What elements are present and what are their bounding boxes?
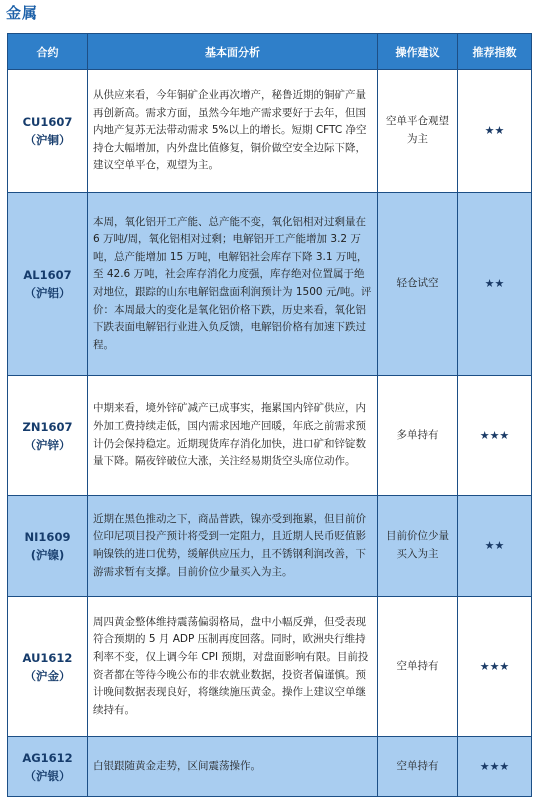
rating-cell: ★★	[458, 70, 532, 193]
rating-cell: ★★★	[458, 737, 532, 797]
advice-cell: 目前价位少量买入为主	[378, 496, 458, 597]
analysis-cell: 白银跟随黄金走势，区间震荡操作。	[88, 737, 378, 797]
contract-cell	[8, 70, 88, 193]
contract-name: （沪铜）	[24, 133, 71, 147]
header-contract: 合约	[8, 34, 88, 70]
advice-cell: 空单平仓观望为主	[378, 70, 458, 193]
table-row-ag	[8, 737, 532, 797]
contract-code: AU1612	[22, 650, 73, 665]
rating-cell: ★★★	[458, 597, 532, 737]
advice-cell: 空单持有	[378, 737, 458, 797]
contract-name: (沪镍)	[30, 548, 65, 562]
contract-code: NI1609	[24, 530, 71, 544]
advice-cell: 轻仓试空	[378, 193, 458, 376]
analysis-cell: 周四黄金整体维持震荡偏弱格局，盘中小幅反弹，但受表现符合预期的 5 月 ADP 压制再度回落。同时，欧洲央行维持利率不变，仅上调今年 CPI 预期，对盘面影响有限。目前投资者都在等待今晚公布的非农就业数据，投资者偏谨慎。预计晚间数据表现良好，将继续施压黄金。操作上建议空单继续持有。	[88, 597, 378, 737]
table-row-ni	[8, 496, 532, 597]
table-row-au	[8, 597, 532, 737]
contract-code: AL1607	[23, 268, 72, 282]
header-analysis: 基本面分析	[88, 34, 378, 70]
metals-table	[7, 33, 532, 797]
contract-name: （沪金）	[24, 668, 71, 683]
section-title: 金属	[6, 4, 39, 22]
contract-name: （沪银）	[24, 768, 71, 783]
header-rating: 推荐指数	[458, 34, 532, 70]
contract-cell	[8, 496, 88, 597]
header-row	[8, 34, 532, 70]
analysis-cell: 近期在黑色推动之下，商品普跌，镍亦受到拖累，但目前价位印尼项目投产预计将受到一定阻力，且近期人民币贬值影响镍铁的进口优势，缓解供应压力，且不锈钢利润改善，下游需求暂有支撑。目前价位少量买入为主。	[88, 496, 378, 597]
rating-cell: ★★★	[458, 376, 532, 496]
contract-cell	[8, 376, 88, 496]
contract-name: （沪铝）	[24, 286, 71, 300]
contract-code: CU1607	[22, 115, 73, 129]
contract-name: （沪锌）	[24, 437, 71, 452]
advice-cell: 空单持有	[378, 597, 458, 737]
contract-cell	[8, 597, 88, 737]
analysis-cell: 从供应来看，今年铜矿企业再次增产，秘鲁近期的铜矿产量再创新高。需求方面，虽然今年地产需求要好于去年，但国内地产复苏无法带动需求 5%以上的增长。短期 CFTC 净空持仓大幅增加，内外盘比值修复，铜价做空安全边际下降，建议空单平仓，观望为主。	[88, 70, 378, 193]
table-row-cu	[8, 70, 532, 193]
contract-cell	[8, 193, 88, 376]
rating-cell: ★★	[458, 193, 532, 376]
table-row-al	[8, 193, 532, 376]
analysis-cell: 本周，氧化铝开工产能、总产能不变，氧化铝相对过剩量在 6 万吨/周，氧化铝相对过剩；电解铝开工产能增加 3.2 万吨，总产能增加 15 万吨，电解铝社会库存下降 3.1 万吨，至 42.6 万吨，社会库存消化力度强，库存绝对位置属于绝对地位，跟踪的山东电解铝盘面利润预计为 1500 元/吨。评价：本周最大的变化是氧化铝价格下跌，历史来看，氧化铝下跌表面电解铝行业进入负反馈，电解铝价格有加速下跌过程。	[88, 193, 378, 376]
table-row-zn	[8, 376, 532, 496]
header-advice: 操作建议	[378, 34, 458, 70]
advice-cell: 多单持有	[378, 376, 458, 496]
analysis-cell: 中期来看，境外锌矿减产已成事实，拖累国内锌矿供应，内外加工费持续走低，国内需求因地产回暖，年底之前需求预计仍会保持稳定。近期现货库存消化加快，进口矿和锌锭数量下降。隔夜锌破位大涨，关注经易期货空头席位动作。	[88, 376, 378, 496]
contract-cell	[8, 737, 88, 797]
contract-code: AG1612	[22, 750, 73, 765]
contract-code: ZN1607	[22, 419, 73, 434]
rating-cell: ★★	[458, 496, 532, 597]
